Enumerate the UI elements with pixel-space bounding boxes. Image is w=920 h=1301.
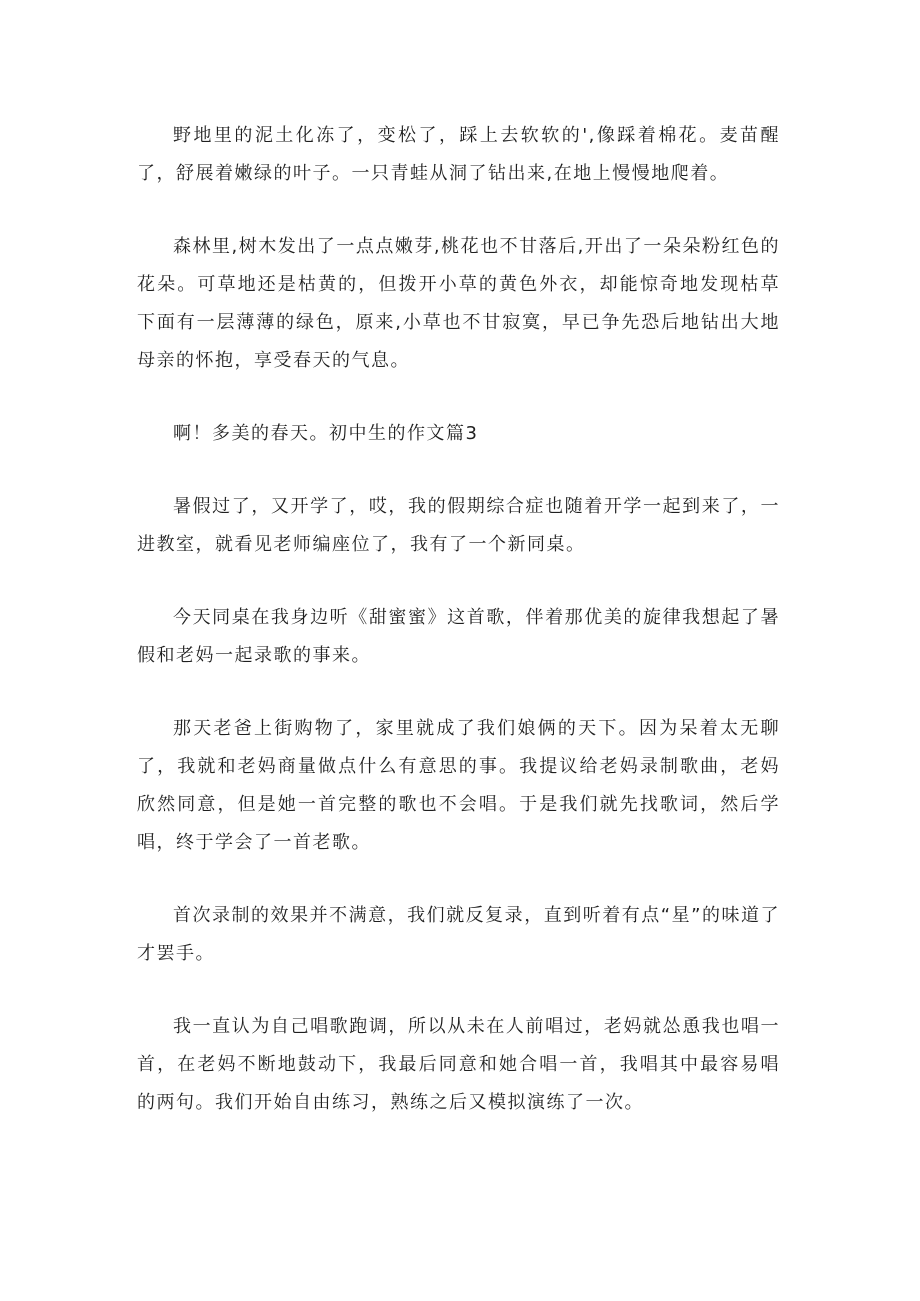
paragraph-6: 首次录制的效果并不满意，我们就反复录，直到听着有点“星”的味道了才罢手。: [137, 905, 780, 964]
paragraph-2: 森林里,树木发出了一点点嫩芽,桃花也不甘落后,开出了一朵朵粉红色的花朵。可草地还是枯黄的，但拨开小草的黄色外衣，却能惊奇地发现枯草下面有一层薄薄的绿色，原来,小草也不甘寂寞，早已争先恐后地钻出大地母亲的怀抱，享受春天的气息。: [137, 236, 780, 371]
paragraph-7: 我一直认为自己唱歌跑调，所以从未在人前唱过，老妈就怂恿我也唱一首，在老妈不断地鼓动下，我最后同意和她合唱一首，我唱其中最容易唱的两句。我们开始自由练习，熟练之后又模拟演练了一次。: [137, 1016, 780, 1113]
paragraph-4: 今天同桌在我身边听《甜蜜蜜》这首歌，伴着那优美的旋律我想起了暑假和老妈一起录歌的事来。: [137, 607, 780, 666]
section-heading: 啊！多美的春天。初中生的作文篇3: [173, 423, 479, 444]
paragraph-1: 野地里的泥土化冻了，变松了，踩上去软软的',像踩着棉花。麦苗醒了，舒展着嫩绿的叶子。一只青蛙从洞了钻出来,在地上慢慢地爬着。: [137, 125, 780, 184]
paragraph-3: 暑假过了，又开学了，哎，我的假期综合症也随着开学一起到来了，一进教室，就看见老师编座位了，我有了一个新同桌。: [137, 496, 780, 555]
paragraph-5: 那天老爸上街购物了，家里就成了我们娘俩的天下。因为呆着太无聊了，我就和老妈商量做点什么有意思的事。我提议给老妈录制歌曲，老妈欣然同意，但是她一首完整的歌也不会唱。于是我们就先找歌词，然后学唱，终于学会了一首老歌。: [137, 718, 780, 853]
